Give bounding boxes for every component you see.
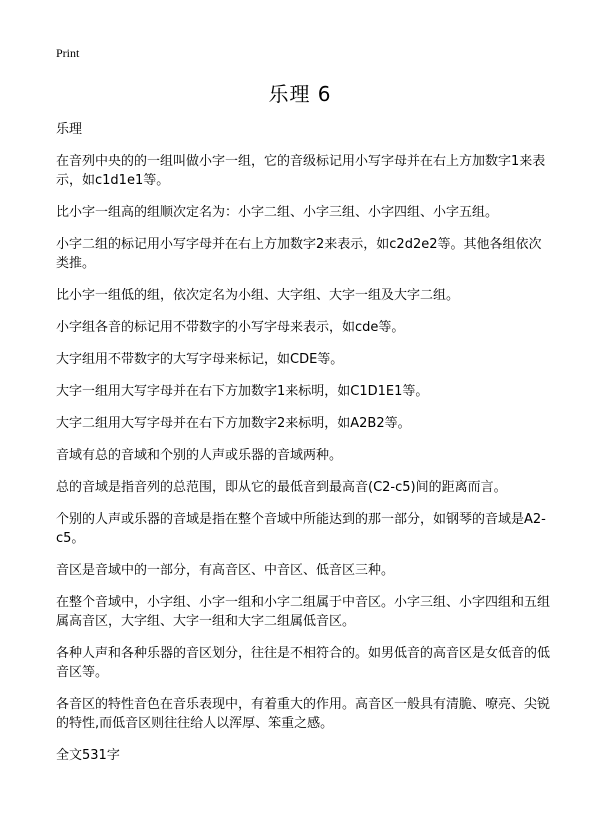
paragraph: 在整个音域中，小字组、小字一组和小字二组属于中音区。小字三组、小字四组和五组属高音区，大字组、大字一组和大字二组属低音区。: [56, 595, 551, 629]
article-subtitle: 乐理: [56, 122, 83, 137]
paragraph: 大字一组用大写字母并在右下方加数字1来标明，如C1D1E1等。: [56, 384, 429, 399]
paragraph: 小字组各音的标记用不带数字的小写字母来表示，如cde等。: [56, 320, 405, 335]
paragraph: 大字二组用大写字母并在右下方加数字2来标明，如A2B2等。: [56, 416, 411, 431]
paragraph: 各音区的特性音色在音乐表现中，有着重大的作用。高音区一般具有清脆、嘹亮、尖锐的特性,而低音区则往往给人以浑厚、笨重之感。: [56, 697, 551, 731]
print-link[interactable]: Print: [56, 46, 80, 60]
paragraph: 在音列中央的的一组叫做小字一组，它的音级标记用小写字母并在右上方加数字1来表示，如c1d1e1等。: [56, 154, 546, 188]
paragraph: 小字二组的标记用小写字母并在右上方加数字2来表示，如c2d2e2等。其他各组依次类推。: [56, 237, 542, 271]
paragraph: 比小字一组高的组顺次定名为：小字二组、小字三组、小字四组、小字五组。: [56, 205, 499, 220]
paragraph: 音域有总的音域和个别的人声或乐器的音域两种。: [56, 448, 343, 463]
paragraph: 个别的人声或乐器的音域是指在整个音域中所能达到的那一部分，如钢琴的音域是A2-c5。: [56, 512, 546, 546]
paragraph: 各种人声和各种乐器的音区划分，往往是不相符合的。如男低音的高音区是女低音的低音区等。: [56, 646, 551, 680]
paragraph: 比小字一组低的组，依次定名为小组、大字组、大字一组及大字二组。: [56, 288, 460, 303]
page-title: 乐理 6: [268, 82, 332, 106]
paragraph: 总的音域是指音列的总范围，即从它的最低音到最高音(C2-c5)间的距离而言。: [56, 480, 507, 495]
article-body: [56, 120, 551, 765]
paragraph: 音区是音域中的一部分，有高音区、中音区、低音区三种。: [56, 563, 395, 578]
paragraph: 大字组用不带数字的大写字母来标记，如CDE等。: [56, 352, 344, 367]
word-count: 全文531字: [56, 748, 120, 763]
